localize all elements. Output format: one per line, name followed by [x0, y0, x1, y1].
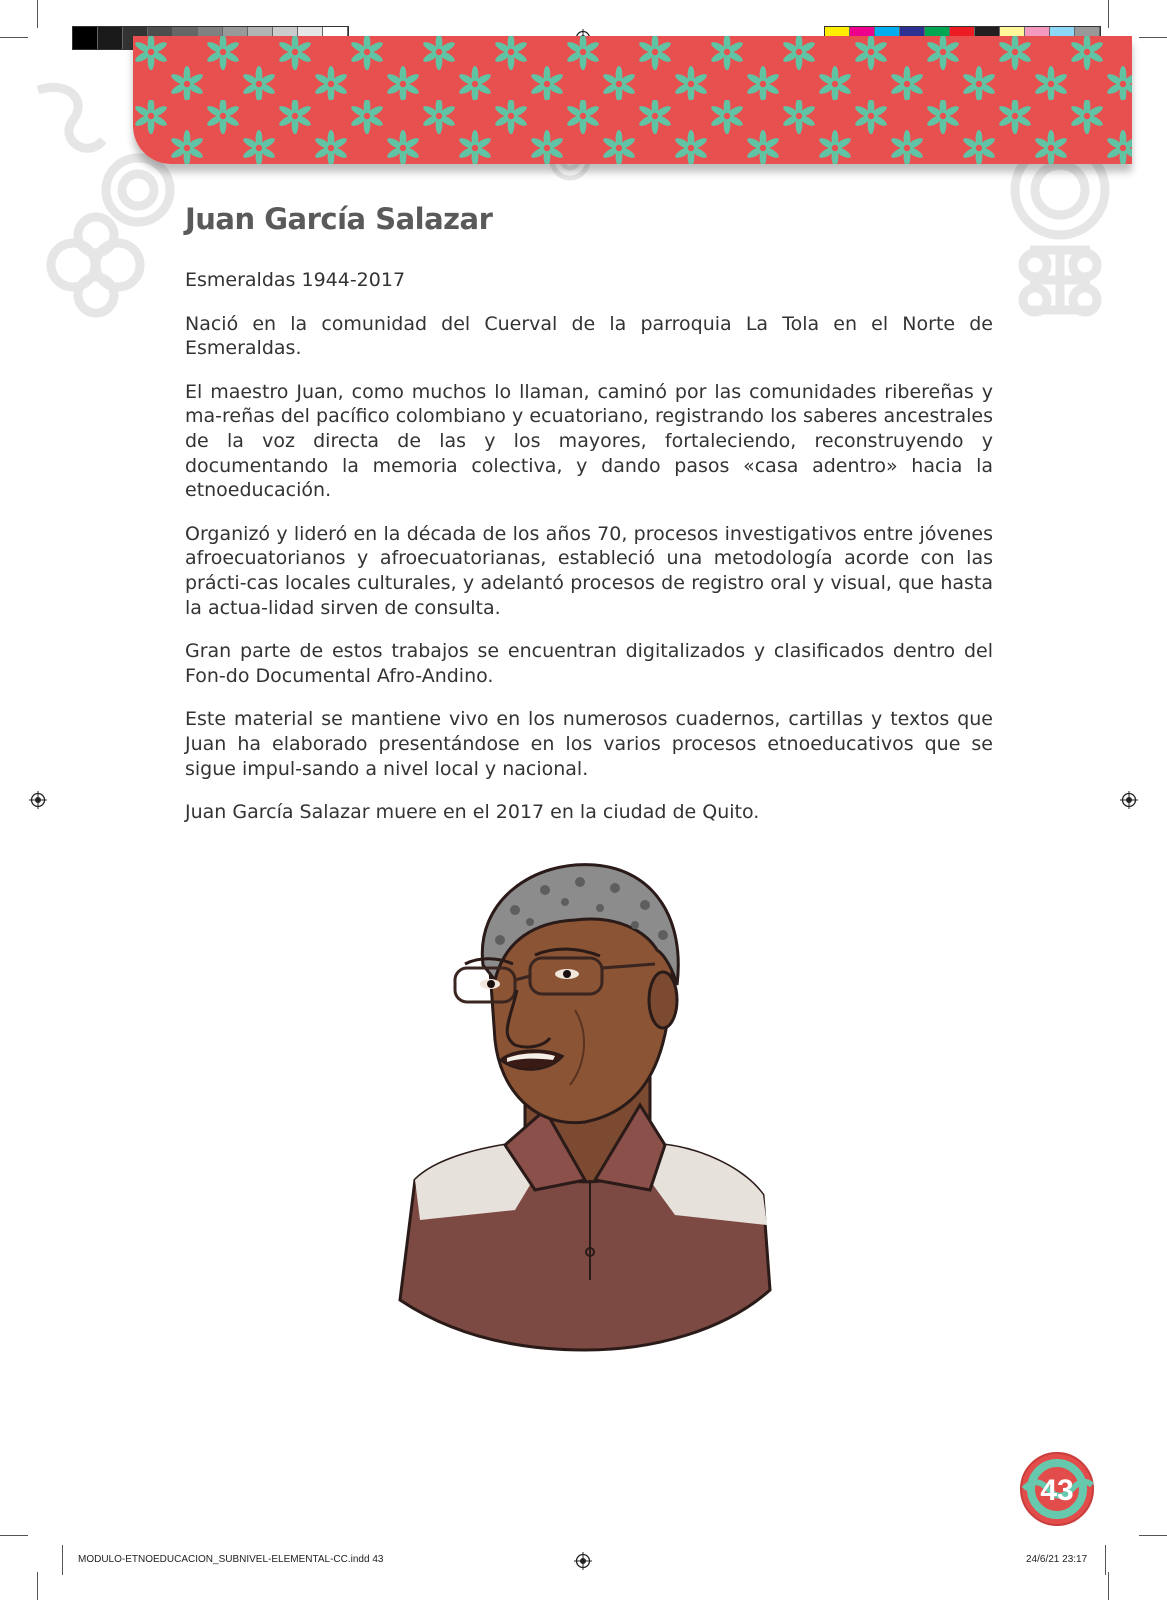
registration-mark-icon: [1120, 791, 1138, 809]
crop-mark: [1139, 1535, 1167, 1536]
article-dates: Esmeraldas 1944-2017: [185, 269, 406, 291]
header-pattern-banner: [133, 36, 1132, 164]
article-paragraph: Juan García Salazar muere en el 2017 en la ciudad de Quito.: [185, 801, 760, 824]
portrait-illustration: [395, 860, 775, 1360]
registration-mark-icon: [574, 1552, 592, 1570]
article-title: Juan García Salazar: [185, 202, 493, 236]
page-number-badge: [1018, 1450, 1096, 1528]
crop-mark: [1105, 1545, 1106, 1575]
crop-mark: [37, 1572, 38, 1600]
crop-mark: [62, 1545, 63, 1575]
article-paragraph: Nació en la comunidad del Cuerval de la parroquia La Tola en el Norte de Esmeraldas.: [185, 312, 993, 360]
article-paragraph: Organizó y lideró en la década de los años 70, procesos investigativos entre jóvenes afroecuatorianos y afroecuatorianas, estableció una metodología acorde con las prácti-cas locales culturales, y adelantó procesos de registro oral y visual, que hasta la actua-lidad sirven de consulta.: [185, 522, 993, 619]
crop-mark: [1108, 1572, 1109, 1600]
adinkra-symbol-icon: [985, 150, 1135, 340]
article-paragraph: El maestro Juan, como muchos lo llaman, caminó por las comunidades ribereñas y ma-reñas del pacífico colombiano y ecuatoriano, registrando los saberes ancestrales de la voz directa de las y los mayores, fortaleciendo, reconstruyendo y documentando la memoria colectiva, y dando pasos «casa adentro» hacia la etnoeducación.: [185, 380, 993, 502]
crop-mark: [37, 0, 38, 28]
crop-mark: [0, 1535, 28, 1536]
article-body: [185, 268, 993, 844]
crop-mark: [1139, 37, 1167, 38]
article-paragraph: Gran parte de estos trabajos se encuentran digitalizados y clasificados dentro del Fon-do Documental Afro-Andino.: [185, 640, 993, 687]
crop-mark: [1108, 0, 1109, 28]
crop-mark: [0, 37, 28, 38]
page-number: 43: [1040, 1474, 1074, 1507]
registration-mark-icon: [29, 791, 47, 809]
footer-filename: MODULO-ETNOEDUCACION_SUBNIVEL-ELEMENTAL-CC.indd 43: [78, 1554, 384, 1565]
article-paragraph: Este material se mantiene vivo en los numerosos cuadernos, cartillas y textos que Juan ha elaborado presentándose en los varios procesos etnoeducativos que se sigue impul-sando a nivel local y nacional.: [185, 708, 993, 780]
footer-datetime: 24/6/21 23:17: [1026, 1554, 1088, 1565]
